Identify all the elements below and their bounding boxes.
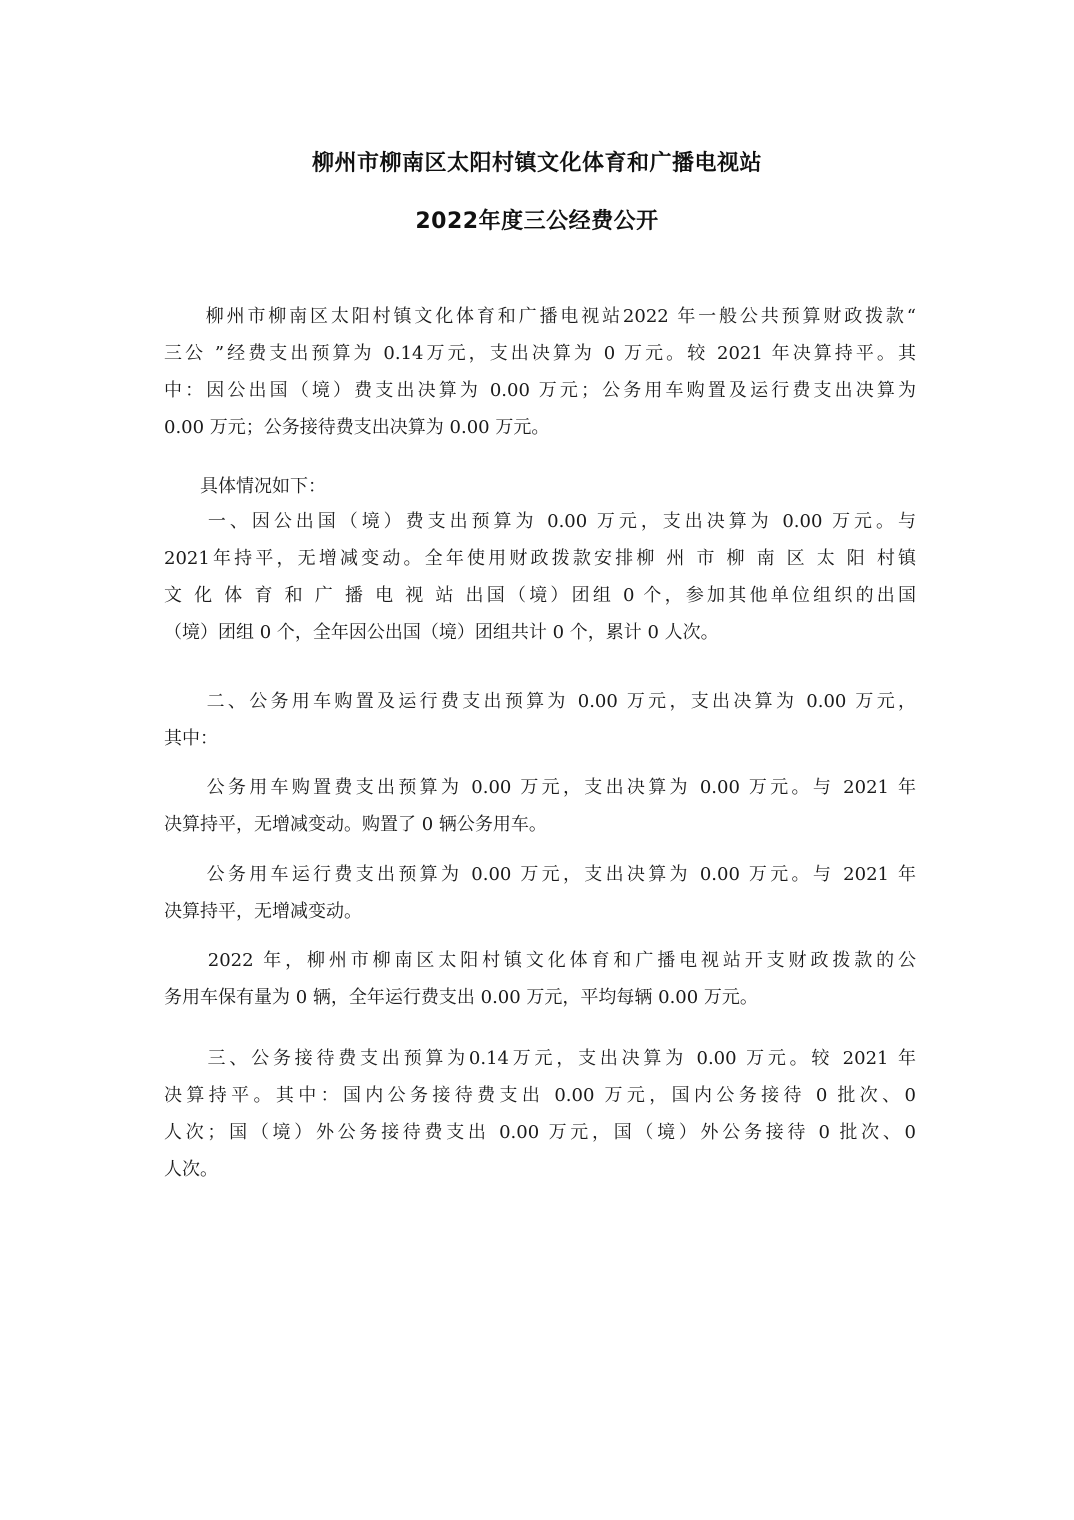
paragraph-line: 具体情况如下： bbox=[164, 476, 326, 497]
document-subtitle: 2022年度三公经费公开 bbox=[415, 209, 659, 234]
paragraph-line: 二、公务用车购置及运行费支出预算为 0.00 万元，支出决算为 0.00 万元， bbox=[164, 691, 916, 712]
document-title: 柳州市柳南区太阳村镇文化体育和广播电视站 bbox=[311, 151, 762, 176]
paragraph-line: 柳州市柳南区太阳村镇文化体育和广播电视站2022 年一般公共预算财政拨款“ bbox=[164, 306, 916, 327]
paragraph-line: 2021年持平，无增减变动。全年使用财政拨款安排柳 州 市 柳 南 区 太 阳 村镇 bbox=[164, 548, 916, 569]
paragraph-vehicle-operation bbox=[164, 856, 916, 930]
paragraph-vehicle-holdings bbox=[164, 942, 916, 1016]
paragraph-line: 决算持平。其中：国内公务接待费支出 0.00 万元，国内公务接待 0 批次、0 bbox=[164, 1085, 916, 1106]
paragraph-line: 人次。 bbox=[164, 1159, 218, 1180]
paragraph-line: 中：因公出国（境）费支出决算为 0.00 万元；公务用车购置及运行费支出决算为 bbox=[164, 380, 916, 401]
paragraph-line: 三、公务接待费支出预算为0.14万元，支出决算为 0.00 万元。较 2021 年 bbox=[164, 1048, 916, 1069]
paragraph-line: 决算持平，无增减变动。 bbox=[164, 901, 362, 922]
paragraph-line: 2022 年，柳州市柳南区太阳村镇文化体育和广播电视站开支财政拨款的公 bbox=[164, 950, 916, 971]
paragraph-line: 其中： bbox=[164, 728, 218, 749]
paragraph-vehicles bbox=[164, 683, 916, 757]
paragraph-summary bbox=[164, 298, 916, 446]
paragraph-line: 决算持平，无增减变动。购置了 0 辆公务用车。 bbox=[164, 814, 547, 835]
paragraph-line: 公务用车运行费支出预算为 0.00 万元，支出决算为 0.00 万元。与 2021 年 bbox=[164, 864, 916, 885]
paragraph-line: 0.00 万元；公务接待费支出决算为 0.00 万元。 bbox=[164, 417, 550, 438]
paragraph-line: 文 化 体 育 和 广 播 电 视 站 出国（境）团组 0 个，参加其他单位组织的出国 bbox=[164, 585, 916, 606]
paragraph-line: 三公 ”经费支出预算为 0.14万元，支出决算为 0 万元。较 2021 年决算持平。其 bbox=[164, 343, 916, 364]
paragraph-line: 公务用车购置费支出预算为 0.00 万元，支出决算为 0.00 万元。与 2021 年 bbox=[164, 777, 916, 798]
paragraph-line: 一、因公出国（境）费支出预算为 0.00 万元，支出决算为 0.00 万元。与 bbox=[164, 511, 916, 532]
paragraph-line: （境）团组 0 个，全年因公出国（境）团组共计 0 个，累计 0 人次。 bbox=[164, 622, 719, 643]
paragraph-intro bbox=[164, 468, 916, 505]
paragraph-vehicle-purchase bbox=[164, 769, 916, 843]
paragraph-reception bbox=[164, 1040, 916, 1188]
paragraph-line: 务用车保有量为 0 辆，全年运行费支出 0.00 万元，平均每辆 0.00 万元。 bbox=[164, 987, 758, 1008]
paragraph-line: 人次；国（境）外公务接待费支出 0.00 万元，国（境）外公务接待 0 批次、0 bbox=[164, 1122, 916, 1143]
paragraph-overseas bbox=[164, 503, 916, 651]
